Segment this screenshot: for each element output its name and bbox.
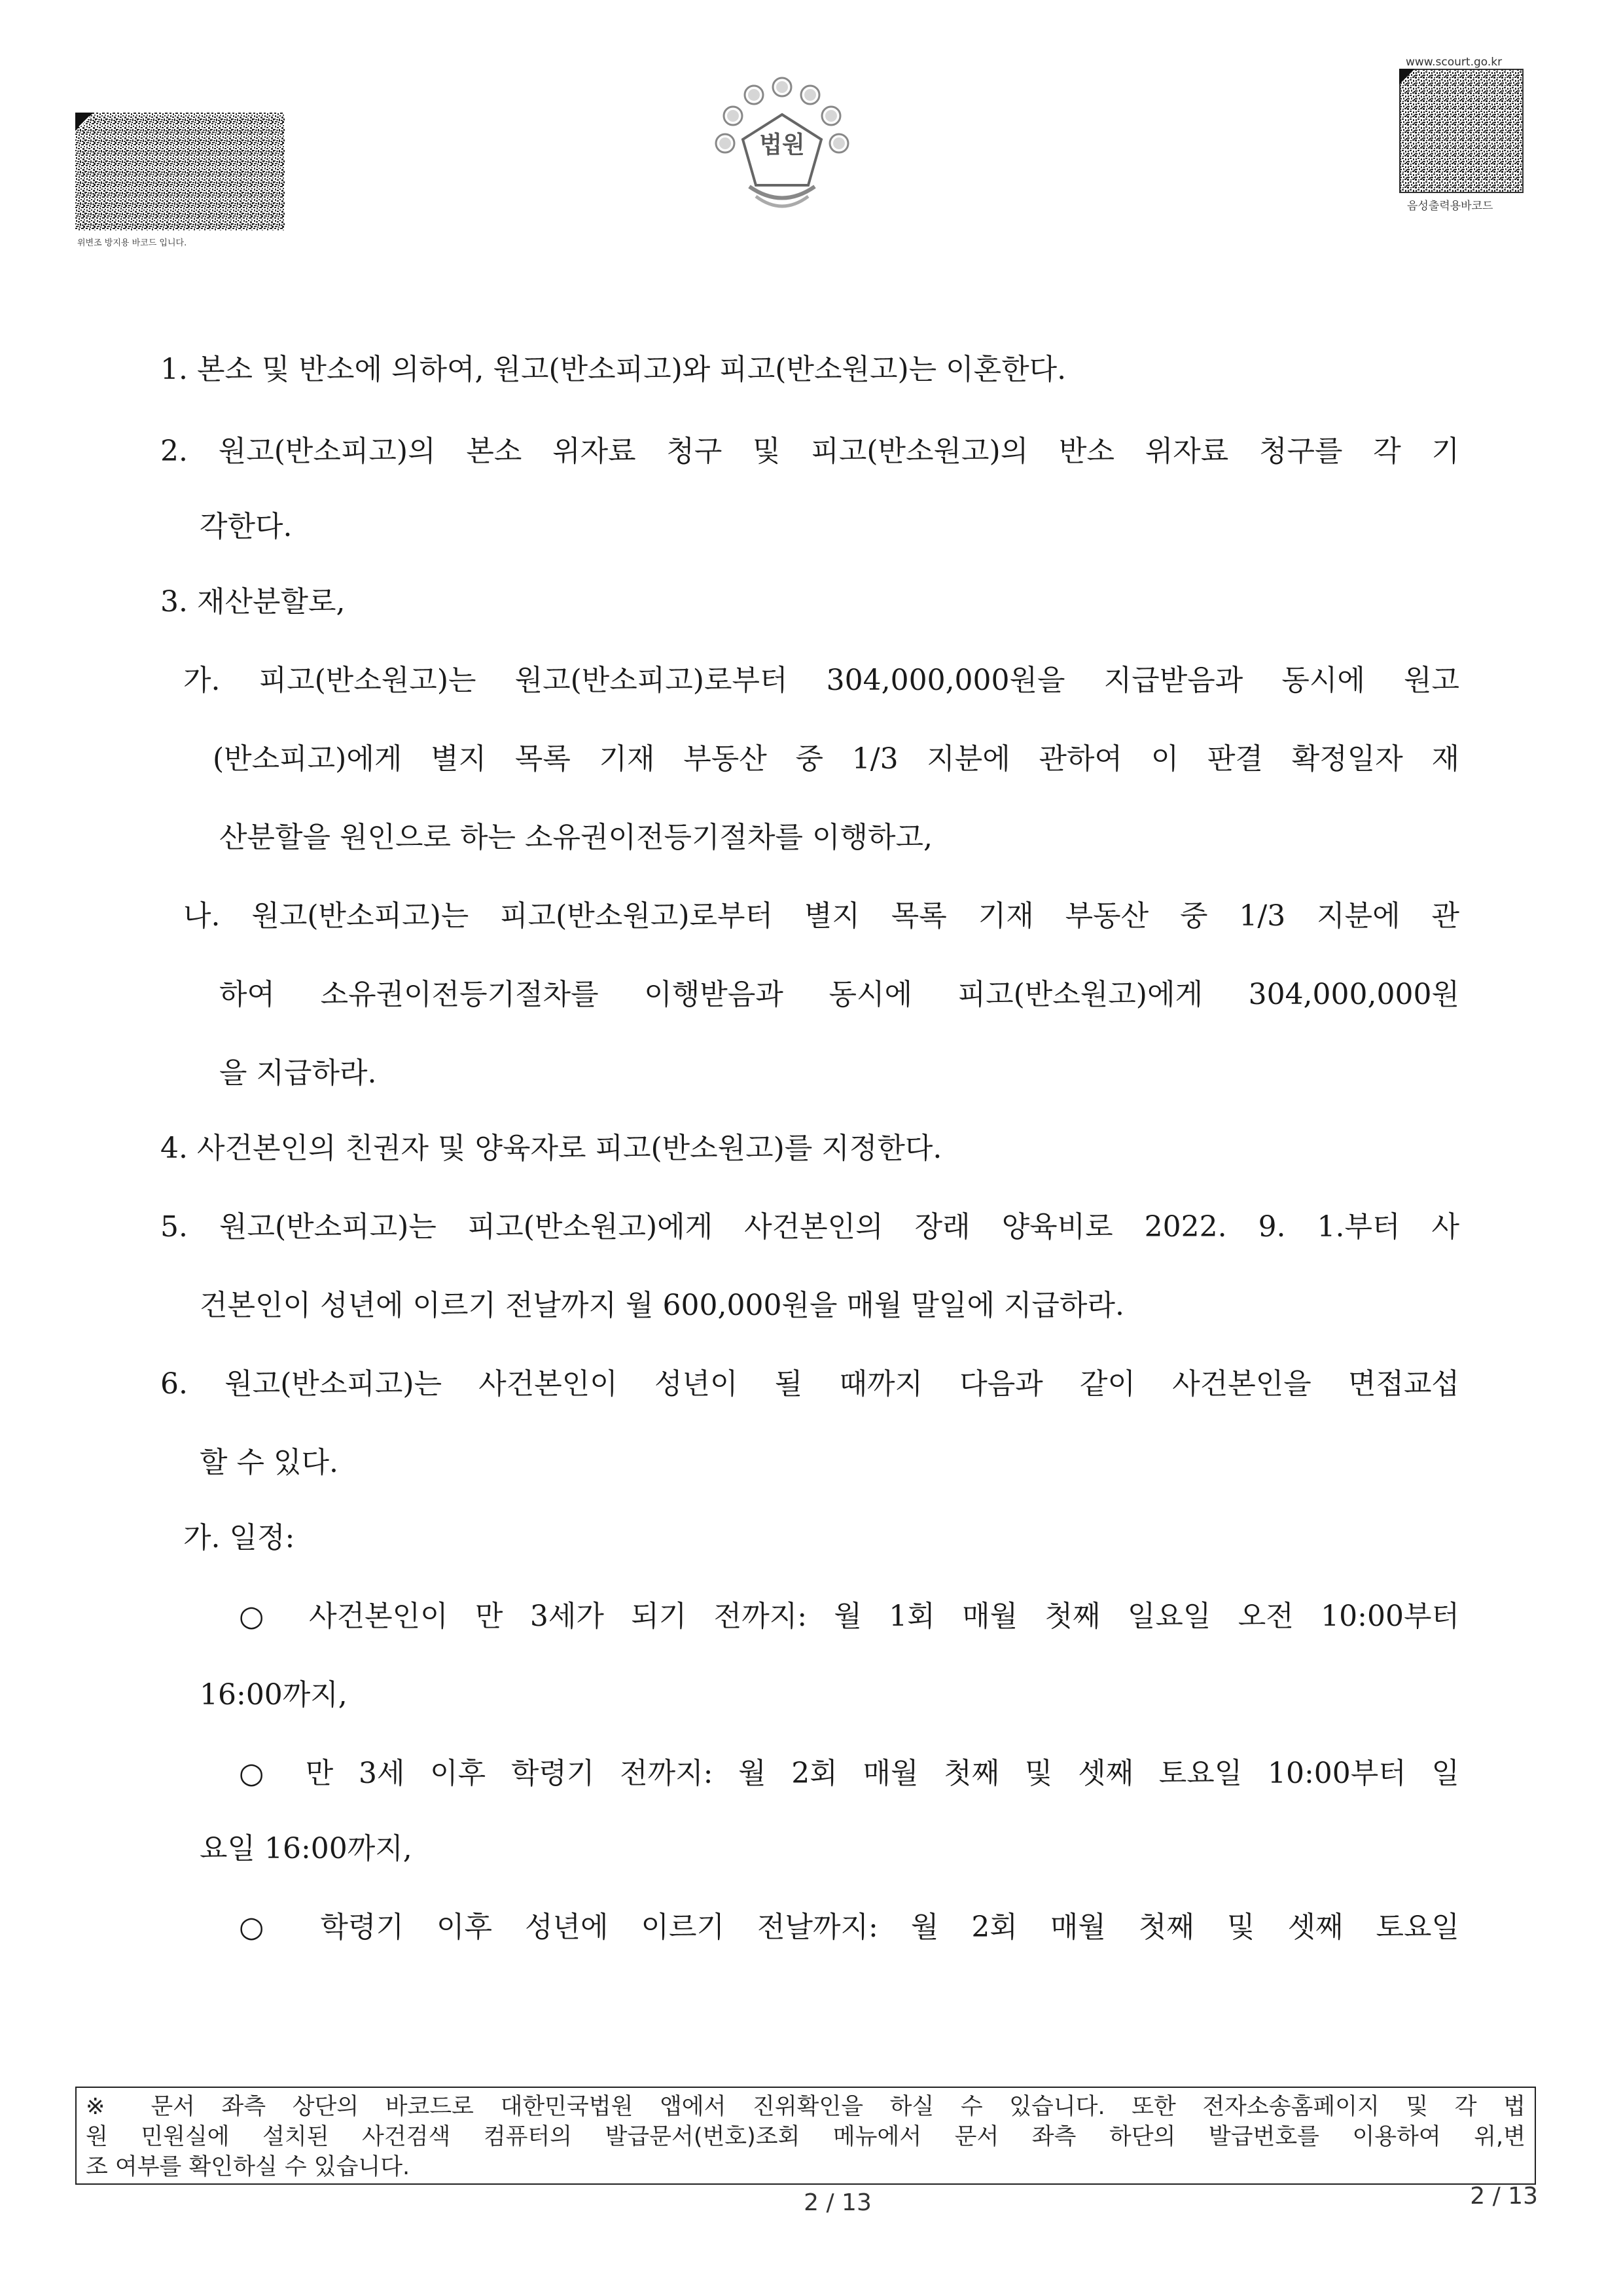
- judgment-item-2: 2. 원고(반소피고)의 본소 위자료 청구 및 피고(반소원고)의 반소 위자료 청구를 각 기: [160, 435, 1459, 468]
- barcode-pattern-icon: [75, 113, 285, 230]
- judgment-item-4: 4. 사건본인의 친권자 및 양육자로 피고(반소원고)를 지정한다.: [160, 1132, 942, 1165]
- visitation-schedule-1-cont: 16:00까지,: [200, 1678, 348, 1712]
- verification-notice-box: [75, 2087, 1536, 2185]
- judgment-item-6: 6. 원고(반소피고)는 사건본인이 성년이 될 때까지 다음과 같이 사건본인을 면접교섭: [160, 1367, 1459, 1401]
- judgment-item-3-ga: 가. 피고(반소원고)는 원고(반소피고)로부터 304,000,000원을 지급받음과 동시에 원고: [183, 664, 1459, 697]
- notice-line: 원 민원실에 설치된 사건검색 컴퓨터의 발급문서(번호)조회 메뉴에서 문서 좌측 하단의 발급번호를 이용하여 위,변: [86, 2124, 1525, 2150]
- visitation-schedule-3: ○ 학령기 이후 성년에 이르기 전날까지: 월 2회 매월 첫째 및 셋째 토요일: [239, 1910, 1459, 1944]
- judgment-item-1: 1. 본소 및 반소에 의하여, 원고(반소피고)와 피고(반소원고)는 이혼한다.: [160, 353, 1067, 386]
- court-seal: [700, 69, 864, 226]
- notice-line: 조 여부를 확인하실 수 있습니다.: [86, 2154, 410, 2180]
- judgment-item-5: 5. 원고(반소피고)는 피고(반소원고)에게 사건본인의 장래 양육비로 2022. 9. 1.부터 사: [160, 1210, 1459, 1244]
- judgment-item-2-cont: 각한다.: [200, 510, 293, 543]
- voice-output-barcode: [1399, 69, 1524, 193]
- page-number-right: 2 / 13: [1470, 2183, 1538, 2210]
- judgment-item-3-na-cont-2: 을 지급하라.: [219, 1056, 377, 1090]
- notice-line: ※ 문서 좌측 상단의 바코드로 대한민국법원 앱에서 진위확인을 하실 수 있습니다. 또한 전자소송홈페이지 및 각 법: [86, 2094, 1525, 2120]
- visitation-schedule-2-cont: 요일 16:00까지,: [200, 1832, 412, 1865]
- judgment-item-5-cont: 건본인이 성년에 이르기 전날까지 월 600,000원을 매월 말일에 지급하라.: [200, 1289, 1124, 1322]
- visitation-schedule-2: ○ 만 3세 이후 학령기 전까지: 월 2회 매월 첫째 및 셋째 토요일 10:00부터 일: [239, 1757, 1459, 1790]
- judgment-item-3: 3. 재산분할로,: [160, 585, 346, 619]
- barcode-right-caption: 음성출력용바코드: [1407, 200, 1493, 213]
- judgment-item-3-na-cont-1: 하여 소유권이전등기절차를 이행받음과 동시에 피고(반소원고)에게 304,000,000원: [219, 978, 1459, 1011]
- qr-pattern-icon: [1399, 69, 1524, 193]
- barcode-left-caption: 위변조 방지용 바코드 입니다.: [77, 238, 187, 248]
- anti-forgery-barcode: [75, 113, 285, 230]
- page-number-center: 2 / 13: [804, 2189, 872, 2216]
- judgment-item-3-ga-cont-1: (반소피고)에게 별지 목록 기재 부동산 중 1/3 지분에 관하여 이 판결 확정일자 재: [213, 742, 1459, 776]
- judgment-item-3-ga-cont-2: 산분할을 원인으로 하는 소유권이전등기절차를 이행하고,: [219, 821, 933, 854]
- seal-text: 법원: [759, 132, 805, 158]
- visitation-schedule-1: ○ 사건본인이 만 3세가 되기 전까지: 월 1회 매월 첫째 일요일 오전 10:00부터: [239, 1600, 1459, 1633]
- judgment-item-3-na: 나. 원고(반소피고)는 피고(반소원고)로부터 별지 목록 기재 부동산 중 1/3 지분에 관: [183, 899, 1459, 933]
- court-url: www.scourt.go.kr: [1406, 56, 1503, 69]
- judgment-item-6-cont: 할 수 있다.: [200, 1446, 338, 1479]
- judgment-item-6-ga: 가. 일정:: [183, 1521, 295, 1554]
